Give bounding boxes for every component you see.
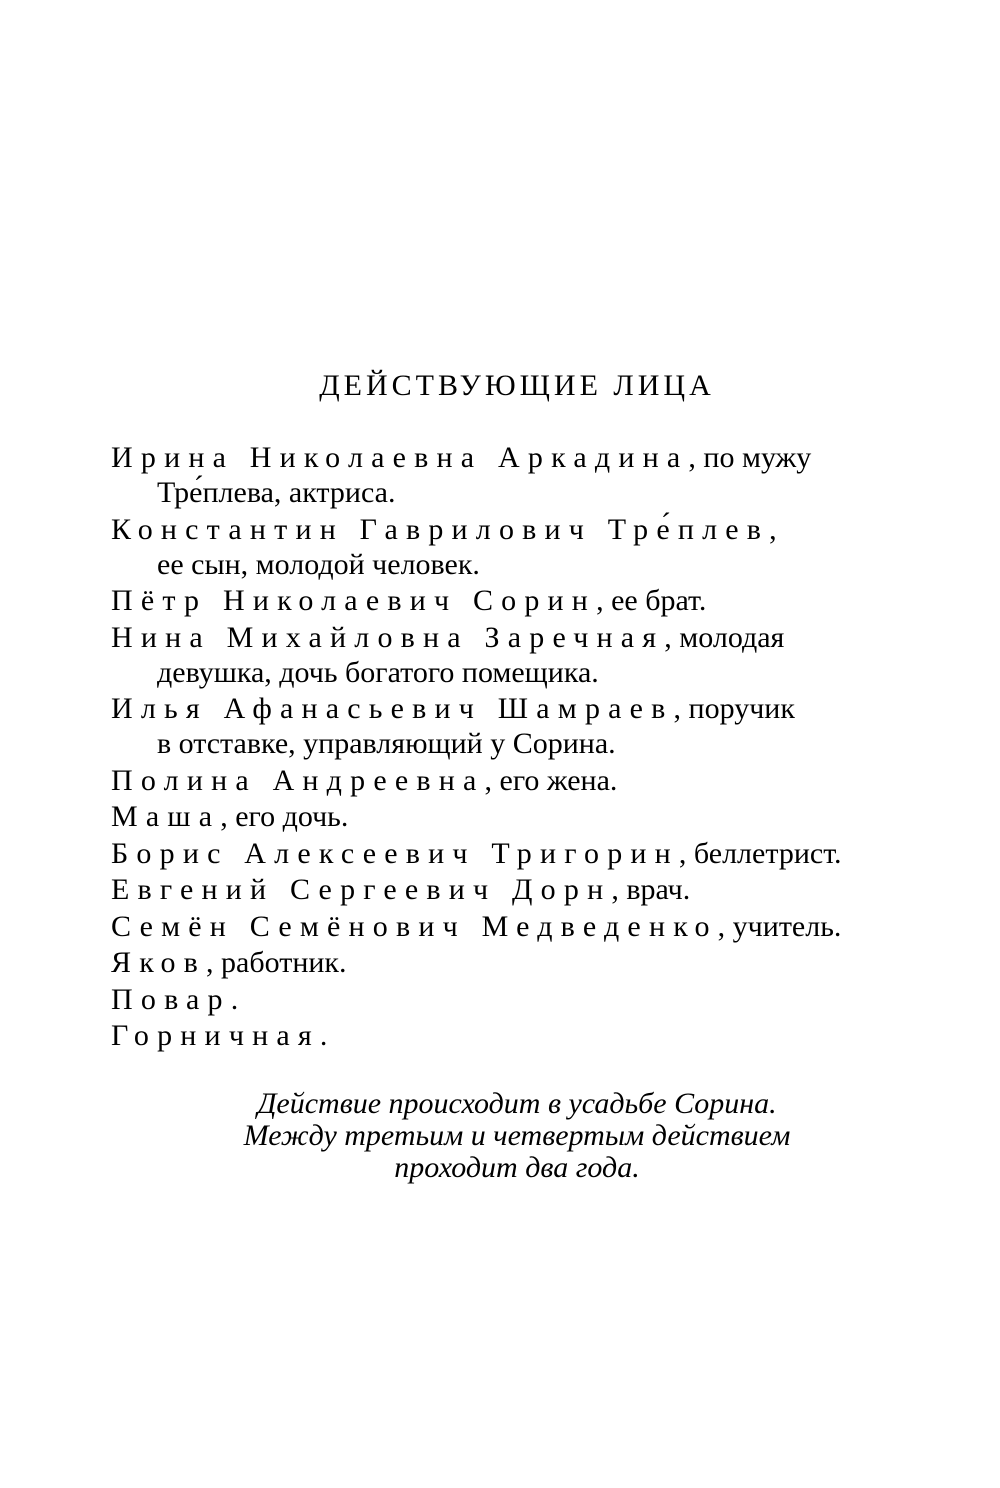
character-name: Борис Алексеевич Тригорин xyxy=(111,836,679,870)
cast-item xyxy=(111,763,926,798)
character-name: Пётр Николаевич Сорин xyxy=(111,584,597,617)
cast-item xyxy=(111,691,926,761)
character-description: , поручик xyxy=(673,692,795,725)
character-description: , xyxy=(769,512,777,546)
character-name: Семён Семёнович Медведенко xyxy=(111,909,718,943)
character-description: , по мужу xyxy=(688,441,812,474)
cast-item xyxy=(111,440,926,510)
character-description-continued: в отставке, управляющий у Сорина. xyxy=(157,727,616,760)
character-description: , его дочь. xyxy=(220,800,349,833)
character-name: Константин Гаврилович Тре́плев xyxy=(111,512,770,546)
cast-item xyxy=(111,945,926,980)
cast-item xyxy=(111,909,926,944)
character-name: Горничная xyxy=(111,1019,320,1052)
character-description: , ее брат. xyxy=(596,584,707,617)
character-description: , его жена. xyxy=(484,763,618,797)
cast-item xyxy=(111,836,926,871)
cast-item xyxy=(111,982,926,1017)
character-description: . xyxy=(319,1019,328,1052)
character-description-continued: девушка, дочь богатого помещика. xyxy=(157,655,599,689)
character-name: Нина Михайловна Заречная xyxy=(111,620,665,654)
character-name: Полина Андреевна xyxy=(111,763,485,797)
character-description: . xyxy=(230,982,239,1016)
character-name: Илья Афанасьевич Шамраев xyxy=(111,692,674,725)
character-description: , работник. xyxy=(206,946,347,979)
cast-list xyxy=(111,440,926,1055)
cast-item xyxy=(111,1018,926,1053)
character-name: Повар xyxy=(111,982,231,1016)
character-name: Ирина Николаевна Аркадина xyxy=(111,441,689,474)
setting-note-line: Между третьим и четвертым действием xyxy=(243,1119,791,1152)
cast-item xyxy=(111,620,926,690)
character-name: Яков xyxy=(111,946,207,979)
character-description-continued: Тре́плева, актриса. xyxy=(157,476,396,509)
character-description-continued: ее сын, молодой человек. xyxy=(157,547,480,581)
cast-item xyxy=(111,872,926,907)
character-name: Евгений Сергеевич Дорн xyxy=(111,873,612,906)
page-title: ДЕЙСТВУЮЩИЕ ЛИЦА xyxy=(319,369,715,402)
character-name: Маша xyxy=(111,800,221,833)
character-description: , врач. xyxy=(611,873,691,906)
character-description: , молодая xyxy=(664,620,785,654)
cast-item xyxy=(111,799,926,834)
setting-note xyxy=(0,1088,1000,1184)
setting-note-line: проходит два года. xyxy=(394,1151,640,1184)
setting-note-line: Действие происходит в усадьбе Сорина. xyxy=(257,1087,777,1120)
cast-item xyxy=(111,512,926,582)
character-description: , учитель. xyxy=(717,909,842,943)
cast-item xyxy=(111,583,926,618)
character-description: , беллетрист. xyxy=(678,836,842,870)
